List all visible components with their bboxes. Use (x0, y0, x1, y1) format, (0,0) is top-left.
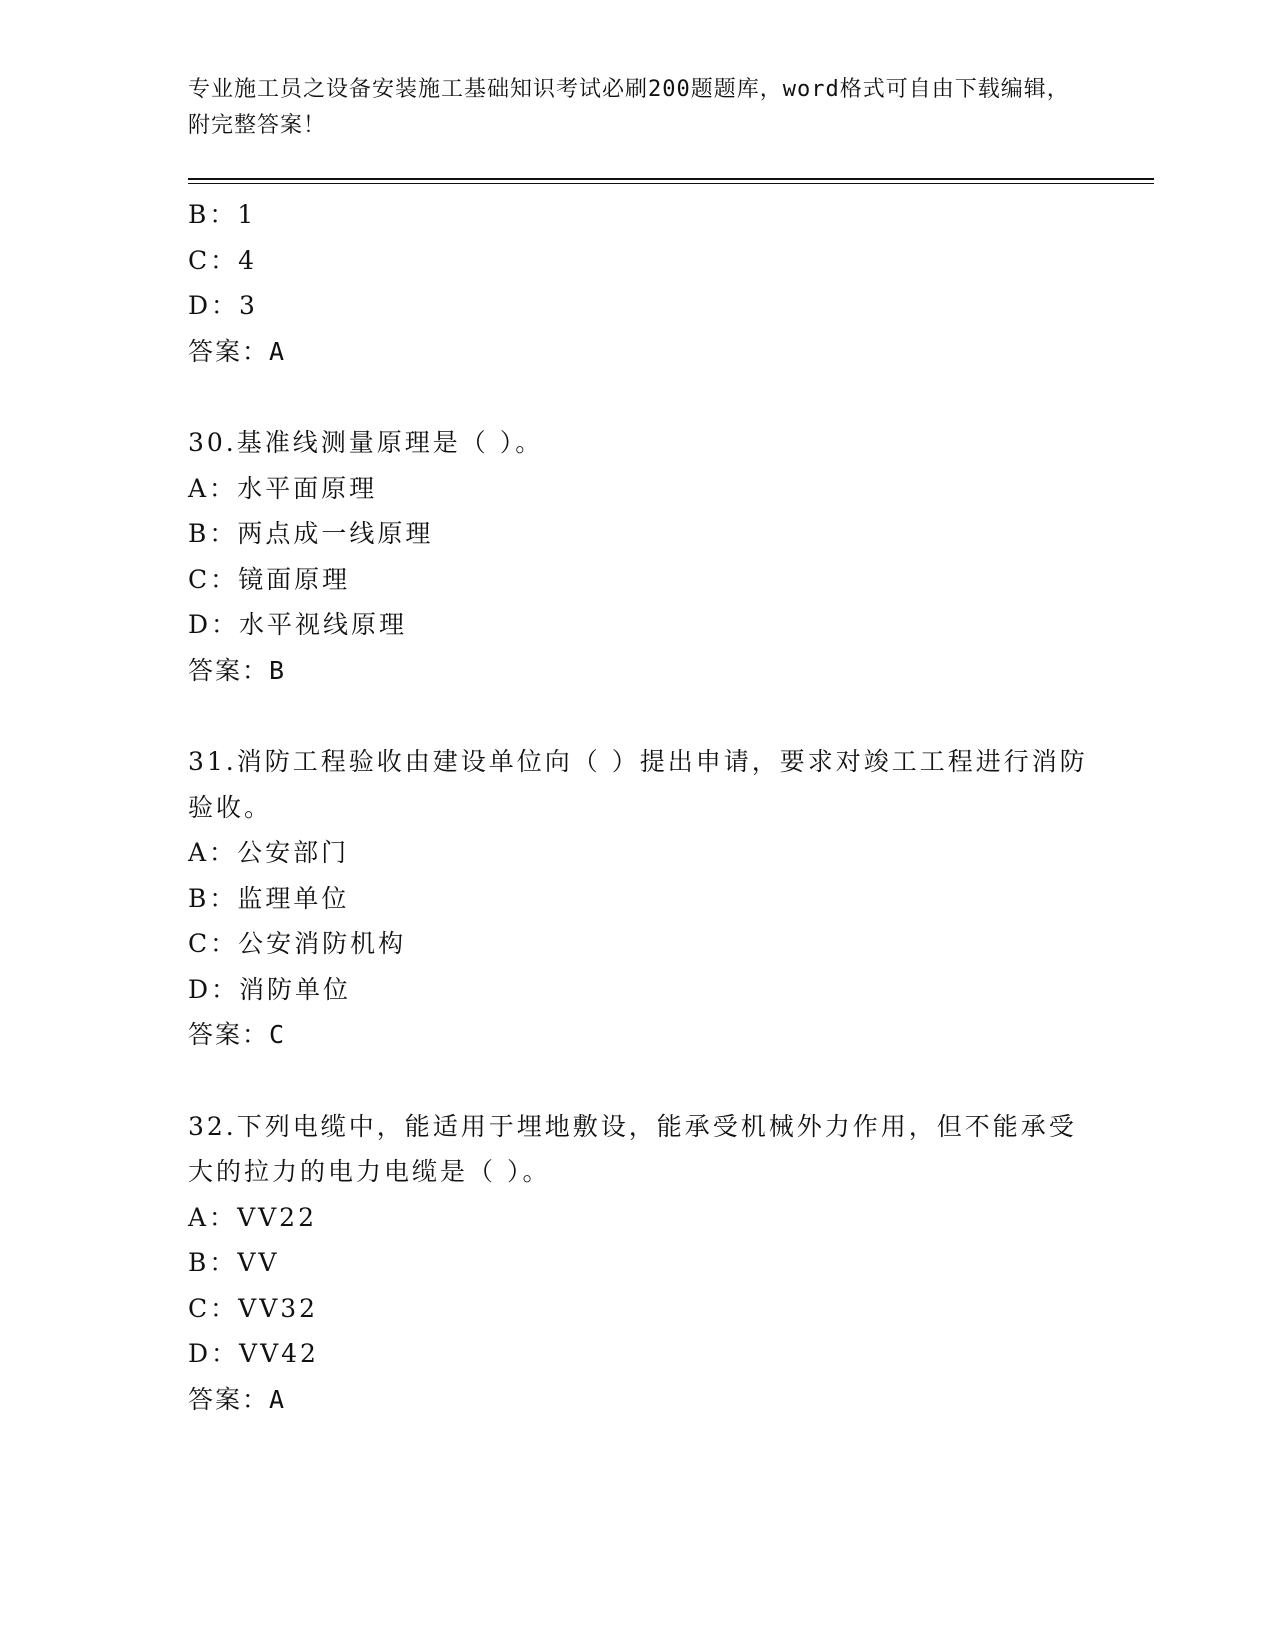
option-label: B： (188, 200, 238, 229)
option-text: 4 (238, 245, 258, 275)
spacer (188, 1058, 1088, 1104)
header-rule-thin (188, 183, 1154, 184)
option-label: D： (188, 1339, 240, 1368)
question-continuation (188, 192, 1088, 374)
question-30 (188, 420, 1088, 693)
option-b (188, 876, 1088, 922)
header-rule-thick (188, 178, 1154, 180)
question-32 (188, 1104, 1088, 1423)
option-text: 公安部门 (237, 838, 350, 867)
option-text: 3 (239, 291, 258, 320)
document-header: 专业施工员之设备安装施工基础知识考试必刷200题题库，word格式可自由下载编辑，附完整答案！ (188, 77, 1070, 138)
option-label: D： (188, 291, 240, 320)
option-c (188, 1286, 1088, 1332)
option-label: B： (188, 883, 238, 913)
option-text: 两点成一线原理 (237, 519, 434, 548)
answer-line: 答案：B (188, 655, 287, 685)
option-text: VV42 (239, 1339, 319, 1368)
option-d (188, 967, 1088, 1013)
option-text: 水平视线原理 (239, 610, 408, 639)
option-a (188, 1195, 1088, 1241)
option-label: D： (188, 610, 240, 639)
option-label: C： (188, 1293, 239, 1323)
option-label: A： (188, 473, 238, 503)
option-a (188, 830, 1088, 876)
option-b (188, 511, 1088, 557)
answer-line: 答案：C (188, 1020, 287, 1049)
answer-line: 答案：A (188, 1384, 287, 1414)
option-c (188, 921, 1088, 967)
option-b (188, 192, 1088, 238)
question-31 (188, 739, 1088, 1058)
question-list (188, 192, 1088, 1422)
option-text: 监理单位 (237, 883, 350, 913)
spacer (188, 693, 1088, 739)
option-text: 水平面原理 (237, 473, 378, 503)
option-text: 镜面原理 (238, 564, 351, 594)
option-d (188, 283, 1088, 329)
option-label: B： (188, 1248, 238, 1277)
option-label: C： (188, 929, 239, 958)
option-c (188, 557, 1088, 603)
answer-line: 答案：A (188, 336, 287, 366)
option-label: C： (188, 245, 239, 275)
option-label: B： (188, 519, 238, 548)
option-label: C： (188, 564, 239, 594)
option-text: VV (237, 1248, 280, 1277)
option-c (188, 238, 1088, 284)
option-a (188, 466, 1088, 512)
option-text: 消防单位 (239, 974, 352, 1004)
question-text: 30.基准线测量原理是（ ）。 (188, 428, 544, 457)
option-text: 公安消防机构 (238, 929, 407, 958)
option-text: 1 (237, 200, 257, 229)
question-text: 31.消防工程验收由建设单位向（ ）提出申请，要求对竣工工程进行消防验收。 (188, 747, 1088, 822)
option-text: VV22 (237, 1202, 317, 1232)
spacer (188, 374, 1088, 420)
option-text: VV32 (238, 1293, 319, 1323)
option-d (188, 602, 1088, 648)
question-text: 32.下列电缆中，能适用于埋地敷设，能承受机械外力作用，但不能承受大的拉力的电力电缆是（ ）。 (188, 1111, 1077, 1186)
option-label: A： (188, 1202, 238, 1232)
option-d (188, 1331, 1088, 1377)
option-label: A： (188, 838, 238, 867)
option-b (188, 1240, 1088, 1286)
option-label: D： (188, 974, 240, 1004)
